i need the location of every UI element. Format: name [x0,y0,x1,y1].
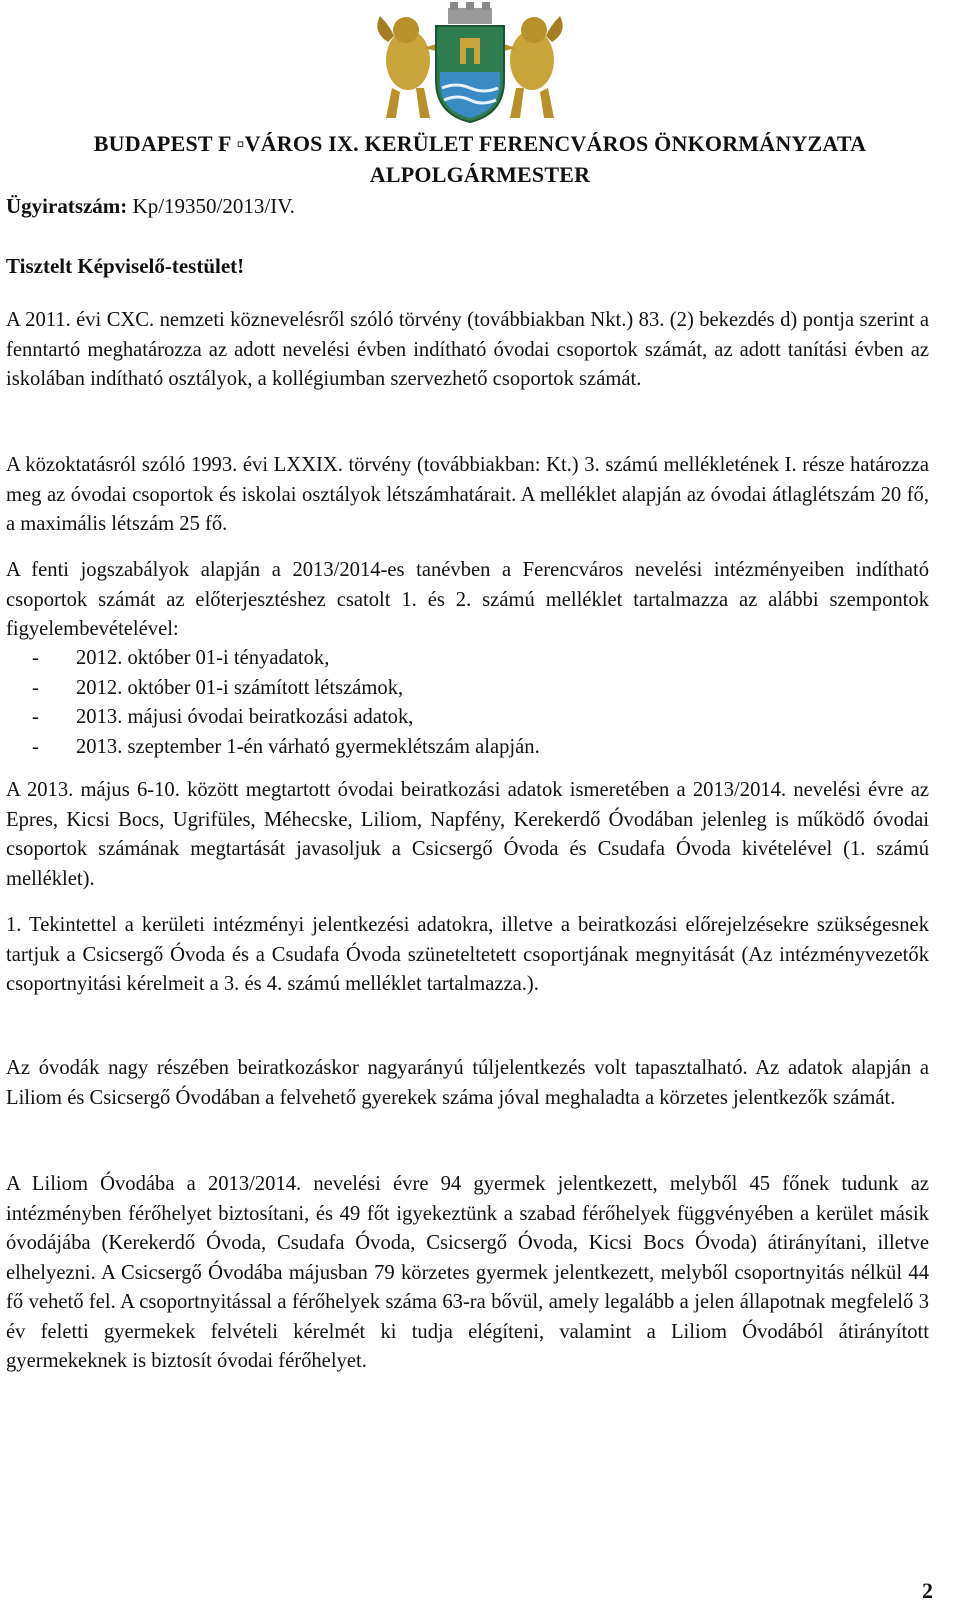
paragraph-group-opening: 1. Tekintettel a kerületi intézményi jelentkezési adatokra, illetve a beiratkozási előrejelzésekre szükségesnek tartjuk a Csicsergő Óvoda és a Csudafa Óvoda szüneteltetett csoportjának megnyitását (Az intézményvezetők csoportnyitási kérelmeit a 3. és 4. számú melléklet tartalmazza.). [6,914,929,995]
office-header: BUDAPEST F ▫VÁROS IX. KERÜLET FERENCVÁROS ÖNKORMÁNYZATA [93,131,867,156]
paragraph-enrolment-data: A 2013. május 6-10. között megtartott óvodai beiratkozási adatok ismeretében a 2013/2014. nevelési évre az Epres, Kicsi Bocs, Ugrifüles, Méhecske, Liliom, Napfény, Kerekerdő Óvodában jelenleg is működő óvodai csoportok számának megtartását javasoljuk a Csicsergő Óvoda és Csudafa Óvoda kivételével (1. számú melléklet). [6,779,929,890]
list-item-text: 2012. október 01-i számított létszámok, [76,676,404,699]
salutation: Tisztelt Képviselő-testület! [6,254,245,278]
coat-of-arms [370,2,570,126]
paragraph-criteria-intro: A fenti jogszabályok alapján a 2013/2014-es tanévben a Ferencváros nevelési intézményeiben indítható csoportok számát az előterjesztéshez csatolt 1. és 2. számú melléklet tartalmazza az alábbi szempontok figyelembevételével: [6,559,929,640]
page-number: 2 [922,1578,933,1603]
list-item-text: 2013. szeptember 1-én várható gyermeklétszám alapján. [76,735,540,758]
file-number-value: Kp/19350/2013/IV. [127,194,295,218]
left-lion-supporter [377,16,442,118]
tower-crown [448,2,492,24]
list-dash: - [32,735,39,758]
paragraph-liliom-csicsergo: A Liliom Óvodába a 2013/2014. nevelési évre 94 gyermek jelentkezett, melyből 45 főnek tudunk az intézményben férőhelyet biztosítani, és 49 főt igyekeztünk a szabad férőhelyek függvényében a kerület másik óvodájába (Kerekerdő Óvoda, Csudafa Óvoda, Csicsergő Óvoda, Kicsi Bocs Óvoda) átirányítani, illetve elhelyezni. A Csicsergő Óvodába májusban 79 körzetes gyermek jelentkezett, melyből csoportnyitás nélkül 44 fő vehető fel. A csoportnyitással a férőhelyek száma 63-ra bővül, amely legalább a jelen állapotnak megfelelő 3 év feletti gyermekek felvételi kérelmét ki tudja elégíteni, valamint a Liliom Óvodából átirányított gyermekeknek is biztosít óvodai férőhelyet. [6,1173,929,1372]
file-number-label: Ügyiratszám: [6,194,128,218]
list-item-text: 2012. október 01-i tényadatok, [76,647,330,669]
paragraph-oversubscription: Az óvodák nagy részében beiratkozáskor nagyarányú túljelentkezés volt tapasztalható. Az adatok alapján a Liliom és Csicsergő Óvodában a felvehető gyerekek száma jóval meghaladta a körzetes jelentkezők számát. [6,1057,929,1109]
office-subheader: ALPOLGÁRMESTER [369,162,591,187]
list-dash: - [32,647,39,669]
shield [436,26,504,122]
file-number [6,194,295,219]
list-item-text: 2013. májusi óvodai beiratkozási adatok, [76,706,414,728]
list-dash: - [32,706,39,728]
right-lion-supporter [498,16,563,118]
list-dash: - [32,676,39,699]
paragraph-group-size-limits: A közoktatásról szóló 1993. évi LXXIX. törvény (továbbiakban: Kt.) 3. számú mellékletének I. része határozza meg az óvodai csoportok és iskolai osztályok létszámhatárait. A melléklet alapján az óvodai átlaglétszám 20 fő, a maximális létszám 25 fő. [6,454,929,535]
paragraph-legal-basis: A 2011. évi CXC. nemzeti köznevelésről szóló törvény (továbbiakban Nkt.) 83. (2) bekezdés d) pontja szerint a fenntartó meghatározza az adott nevelési évben indítható óvodai csoportok számát, az adott tanítási évben az iskolában indítható osztályok, a kollégiumban szervezhető csoportok számát. [6,309,929,390]
